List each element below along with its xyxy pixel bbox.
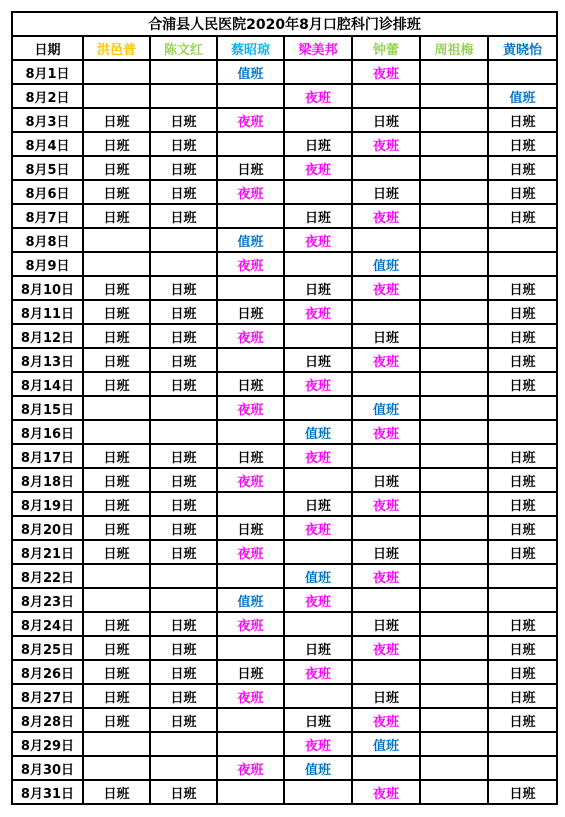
shift-cell: 夜班 [352,564,420,588]
shift-cell [217,708,284,732]
shift-cell: 夜班 [284,516,352,540]
shift-cell: 日班 [488,108,557,132]
shift-cell: 日班 [150,708,217,732]
shift-cell [420,588,488,612]
shift-cell [284,468,352,492]
shift-cell: 夜班 [352,60,420,84]
date-cell: 8月20日 [12,516,83,540]
shift-cell [352,372,420,396]
shift-cell: 日班 [150,204,217,228]
shift-cell [352,516,420,540]
shift-cell: 日班 [83,444,150,468]
shift-cell [83,732,150,756]
shift-cell [420,276,488,300]
staff-column-header: 钟蕾 [352,36,420,60]
shift-cell: 夜班 [217,108,284,132]
shift-cell [420,132,488,156]
shift-cell [284,108,352,132]
schedule-row [12,156,557,180]
shift-cell: 日班 [83,540,150,564]
shift-cell [83,60,150,84]
shift-cell [352,300,420,324]
shift-cell: 夜班 [284,228,352,252]
shift-cell: 日班 [150,780,217,804]
shift-cell [420,612,488,636]
shift-cell: 夜班 [352,420,420,444]
date-cell: 8月19日 [12,492,83,516]
shift-cell [488,732,557,756]
shift-cell: 夜班 [284,660,352,684]
shift-cell [352,156,420,180]
shift-cell: 日班 [488,348,557,372]
shift-cell: 日班 [217,660,284,684]
shift-cell: 日班 [83,372,150,396]
shift-cell: 日班 [488,300,557,324]
shift-cell [217,132,284,156]
shift-cell: 日班 [488,156,557,180]
schedule-row [12,708,557,732]
shift-cell: 夜班 [352,492,420,516]
date-cell: 8月30日 [12,756,83,780]
shift-cell: 日班 [488,132,557,156]
schedule-row [12,396,557,420]
schedule-row [12,492,557,516]
shift-cell: 日班 [488,492,557,516]
shift-cell [83,756,150,780]
shift-cell: 日班 [488,612,557,636]
shift-cell: 值班 [284,420,352,444]
date-cell: 8月11日 [12,300,83,324]
shift-cell: 日班 [150,156,217,180]
shift-cell: 日班 [352,180,420,204]
shift-cell: 日班 [352,324,420,348]
shift-cell: 值班 [352,396,420,420]
schedule-row [12,348,557,372]
shift-cell: 日班 [150,444,217,468]
schedule-table [11,11,558,805]
shift-cell: 夜班 [284,372,352,396]
shift-cell: 夜班 [352,276,420,300]
shift-cell [217,564,284,588]
shift-cell: 日班 [150,324,217,348]
shift-cell [83,588,150,612]
shift-cell: 夜班 [352,204,420,228]
date-cell: 8月17日 [12,444,83,468]
shift-cell [150,756,217,780]
date-cell: 8月5日 [12,156,83,180]
schedule-row [12,780,557,804]
shift-cell [217,780,284,804]
shift-cell: 日班 [352,612,420,636]
shift-cell: 日班 [83,468,150,492]
shift-cell [420,372,488,396]
shift-cell: 夜班 [217,396,284,420]
shift-cell [150,420,217,444]
shift-cell: 日班 [488,204,557,228]
shift-cell [217,276,284,300]
shift-cell [420,180,488,204]
shift-cell: 日班 [150,276,217,300]
shift-cell: 日班 [352,540,420,564]
schedule-row [12,516,557,540]
shift-cell [420,60,488,84]
shift-cell: 夜班 [284,156,352,180]
date-cell: 8月25日 [12,636,83,660]
shift-cell [217,348,284,372]
date-cell: 8月2日 [12,84,83,108]
schedule-row [12,420,557,444]
shift-cell [488,564,557,588]
shift-cell: 值班 [488,84,557,108]
shift-cell [284,252,352,276]
staff-column-header: 黄晓怡 [488,36,557,60]
date-cell: 8月16日 [12,420,83,444]
shift-cell: 夜班 [284,588,352,612]
staff-column-header: 梁美邦 [284,36,352,60]
shift-cell [420,564,488,588]
shift-cell: 日班 [150,516,217,540]
shift-cell [420,756,488,780]
shift-cell [420,492,488,516]
header-row [12,36,557,60]
shift-cell: 日班 [217,156,284,180]
shift-cell: 日班 [83,324,150,348]
shift-cell: 日班 [83,300,150,324]
shift-cell: 日班 [83,636,150,660]
schedule-row [12,612,557,636]
date-cell: 8月28日 [12,708,83,732]
shift-cell: 日班 [217,300,284,324]
shift-cell: 日班 [488,372,557,396]
schedule-row [12,84,557,108]
date-cell: 8月1日 [12,60,83,84]
schedule-row [12,252,557,276]
shift-cell [420,660,488,684]
schedule-row [12,468,557,492]
shift-cell: 夜班 [284,444,352,468]
shift-cell [284,780,352,804]
shift-cell: 日班 [284,492,352,516]
shift-cell: 日班 [150,300,217,324]
schedule-row [12,684,557,708]
shift-cell [420,156,488,180]
schedule-row [12,732,557,756]
shift-cell [83,396,150,420]
shift-cell: 值班 [284,564,352,588]
shift-cell: 日班 [83,612,150,636]
shift-cell [420,204,488,228]
shift-cell [420,108,488,132]
shift-cell: 日班 [217,372,284,396]
date-cell: 8月15日 [12,396,83,420]
shift-cell [284,396,352,420]
shift-cell: 夜班 [217,252,284,276]
schedule-sheet [11,11,556,802]
shift-cell: 日班 [217,444,284,468]
shift-cell [488,228,557,252]
shift-cell: 日班 [150,348,217,372]
schedule-row [12,756,557,780]
shift-cell: 夜班 [217,324,284,348]
shift-cell: 夜班 [284,732,352,756]
shift-cell [488,420,557,444]
shift-cell: 日班 [284,708,352,732]
shift-cell [420,252,488,276]
shift-cell [420,444,488,468]
shift-cell [150,252,217,276]
shift-cell: 日班 [150,684,217,708]
shift-cell: 值班 [352,732,420,756]
schedule-row [12,444,557,468]
shift-cell [420,228,488,252]
shift-cell [488,396,557,420]
schedule-row [12,372,557,396]
date-cell: 8月8日 [12,228,83,252]
shift-cell [420,420,488,444]
shift-cell: 日班 [352,108,420,132]
shift-cell: 日班 [150,660,217,684]
shift-cell [420,84,488,108]
shift-cell: 夜班 [352,132,420,156]
date-cell: 8月14日 [12,372,83,396]
shift-cell: 日班 [150,108,217,132]
date-cell: 8月29日 [12,732,83,756]
schedule-row [12,324,557,348]
shift-cell: 日班 [488,636,557,660]
staff-column-header: 陈文红 [150,36,217,60]
shift-cell [150,588,217,612]
date-cell: 8月9日 [12,252,83,276]
shift-cell [488,252,557,276]
shift-cell: 日班 [284,132,352,156]
shift-cell [284,540,352,564]
date-cell: 8月27日 [12,684,83,708]
shift-cell: 日班 [83,108,150,132]
shift-cell [150,732,217,756]
shift-cell: 值班 [217,60,284,84]
shift-cell [420,780,488,804]
shift-cell: 日班 [488,780,557,804]
shift-cell: 日班 [488,276,557,300]
date-cell: 8月13日 [12,348,83,372]
shift-cell: 日班 [150,540,217,564]
date-cell: 8月22日 [12,564,83,588]
shift-cell [150,60,217,84]
shift-cell [150,396,217,420]
shift-cell [420,396,488,420]
schedule-row [12,636,557,660]
shift-cell: 日班 [83,348,150,372]
shift-cell: 夜班 [284,84,352,108]
shift-cell [284,612,352,636]
shift-cell: 日班 [150,468,217,492]
shift-cell: 夜班 [352,348,420,372]
shift-cell: 值班 [217,588,284,612]
shift-cell [217,84,284,108]
staff-column-header: 蔡昭琼 [217,36,284,60]
schedule-row [12,108,557,132]
shift-cell [217,732,284,756]
shift-cell: 夜班 [284,300,352,324]
shift-cell [83,420,150,444]
shift-cell: 日班 [284,276,352,300]
schedule-row [12,180,557,204]
shift-cell [150,228,217,252]
shift-cell: 日班 [83,132,150,156]
shift-cell [83,84,150,108]
shift-cell: 夜班 [352,780,420,804]
shift-cell: 日班 [83,684,150,708]
shift-cell: 日班 [83,156,150,180]
schedule-row [12,228,557,252]
schedule-row [12,132,557,156]
shift-cell [420,684,488,708]
shift-cell [284,684,352,708]
shift-cell: 值班 [217,228,284,252]
schedule-row [12,204,557,228]
shift-cell: 日班 [217,516,284,540]
shift-cell [420,540,488,564]
shift-cell: 值班 [352,252,420,276]
schedule-row [12,276,557,300]
schedule-row [12,588,557,612]
shift-cell: 日班 [352,684,420,708]
shift-cell [217,492,284,516]
shift-cell [83,564,150,588]
shift-cell [284,60,352,84]
shift-cell [488,588,557,612]
shift-cell: 日班 [83,180,150,204]
shift-cell [284,324,352,348]
shift-cell: 日班 [352,468,420,492]
shift-cell: 日班 [150,636,217,660]
shift-cell [488,756,557,780]
shift-cell: 夜班 [217,540,284,564]
shift-cell: 夜班 [217,612,284,636]
shift-cell: 夜班 [217,468,284,492]
shift-cell: 日班 [284,636,352,660]
date-cell: 8月21日 [12,540,83,564]
shift-cell: 夜班 [217,756,284,780]
shift-cell: 日班 [284,204,352,228]
shift-cell: 夜班 [217,684,284,708]
shift-cell: 日班 [83,276,150,300]
shift-cell [284,180,352,204]
shift-cell: 夜班 [217,180,284,204]
shift-cell [420,636,488,660]
shift-cell: 日班 [488,708,557,732]
shift-cell: 日班 [488,516,557,540]
shift-cell [217,204,284,228]
shift-cell: 日班 [150,372,217,396]
shift-cell: 日班 [83,780,150,804]
shift-cell: 日班 [488,324,557,348]
date-cell: 8月10日 [12,276,83,300]
date-cell: 8月24日 [12,612,83,636]
shift-cell [352,228,420,252]
shift-cell: 日班 [150,180,217,204]
shift-cell: 日班 [488,540,557,564]
date-cell: 8月3日 [12,108,83,132]
shift-cell: 夜班 [352,636,420,660]
shift-cell [420,732,488,756]
shift-cell [83,252,150,276]
shift-cell [217,420,284,444]
shift-cell: 日班 [488,660,557,684]
date-cell: 8月23日 [12,588,83,612]
shift-cell [150,564,217,588]
shift-cell [217,636,284,660]
shift-cell: 日班 [83,660,150,684]
shift-cell [83,228,150,252]
shift-cell: 夜班 [352,708,420,732]
date-cell: 8月4日 [12,132,83,156]
shift-cell [420,516,488,540]
date-column-header: 日期 [12,36,83,60]
shift-cell [488,60,557,84]
shift-cell: 日班 [488,180,557,204]
shift-cell [352,588,420,612]
schedule-row [12,540,557,564]
shift-cell [420,708,488,732]
shift-cell: 日班 [83,708,150,732]
staff-column-header: 周祖梅 [420,36,488,60]
shift-cell: 日班 [83,204,150,228]
schedule-row [12,60,557,84]
shift-cell [352,660,420,684]
date-cell: 8月18日 [12,468,83,492]
shift-cell: 日班 [150,492,217,516]
shift-cell [420,468,488,492]
shift-cell: 日班 [284,348,352,372]
shift-cell: 日班 [488,444,557,468]
shift-cell [420,348,488,372]
shift-cell [420,300,488,324]
shift-cell [420,324,488,348]
date-cell: 8月7日 [12,204,83,228]
schedule-title: 合浦县人民医院2020年8月口腔科门诊排班 [12,12,557,36]
shift-cell: 日班 [150,132,217,156]
date-cell: 8月6日 [12,180,83,204]
shift-cell [352,444,420,468]
schedule-row [12,660,557,684]
shift-cell: 值班 [284,756,352,780]
shift-cell: 日班 [150,612,217,636]
shift-cell: 日班 [83,516,150,540]
shift-cell: 日班 [488,468,557,492]
shift-cell [352,756,420,780]
date-cell: 8月31日 [12,780,83,804]
date-cell: 8月26日 [12,660,83,684]
shift-cell [352,84,420,108]
schedule-row [12,564,557,588]
date-cell: 8月12日 [12,324,83,348]
schedule-row [12,300,557,324]
shift-cell [150,84,217,108]
shift-cell: 日班 [83,492,150,516]
staff-column-header: 洪邑普 [83,36,150,60]
shift-cell: 日班 [488,684,557,708]
